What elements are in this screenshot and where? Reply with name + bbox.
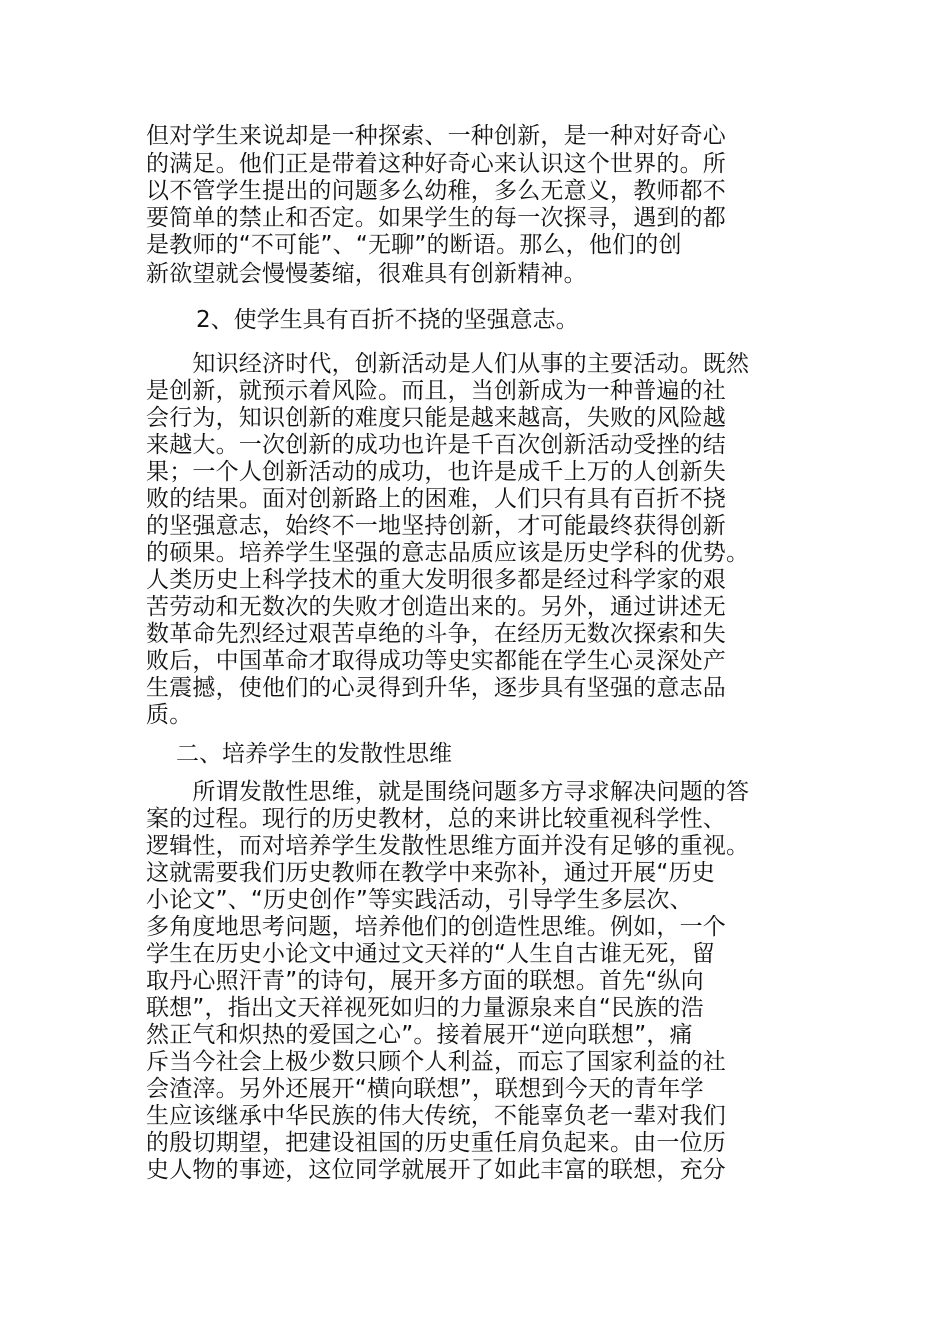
text-line: 的硕果。培养学生坚强的意志品质应该是历史学科的优势。: [146, 540, 750, 566]
text-line: 的殷切期望，把建设祖国的历史重任肩负起来。由一位历: [146, 1130, 726, 1156]
text-line: 联想”，指出文天祥视死如归的力量源泉来自“民族的浩: [146, 995, 704, 1021]
text-line: 所谓发散性思维，就是围绕问题多方寻求解决问题的答: [146, 779, 750, 805]
text-line: 生震撼，使他们的心灵得到升华，逐步具有坚强的意志品: [146, 675, 726, 701]
text-line: 人类历史上科学技术的重大发明很多都是经过科学家的艰: [146, 567, 726, 593]
text-line: 斥当今社会上极少数只顾个人利益，而忘了国家利益的社: [146, 1049, 726, 1075]
text-line: 案的过程。现行的历史教材，总的来讲比较重视科学性、: [146, 806, 726, 832]
text-line: 史人物的事迹，这位同学就展开了如此丰富的联想，充分: [146, 1157, 726, 1183]
text-line: 会渣滓。另外还展开“横向联想”，联想到今天的青年学: [146, 1076, 704, 1102]
text-line: 会行为，知识创新的难度只能是越来越高，失败的风险越: [146, 405, 726, 431]
text-line: 学生在历史小论文中通过文天祥的“人生自古谁无死，留: [146, 941, 715, 967]
text-line: 苦劳动和无数次的失败才创造出来的。另外，通过讲述无: [146, 594, 726, 620]
text-line: 果；一个人创新活动的成功，也许是成千上万的人创新失: [146, 459, 726, 485]
text-line: 取丹心照汗青”的诗句，展开多方面的联想。首先“纵向: [146, 968, 704, 994]
text-line: 多角度地思考问题，培养他们的创造性思维。例如，一个: [146, 914, 726, 940]
text-line: 是创新，就预示着风险。而且，当创新成为一种普遍的社: [146, 378, 726, 404]
text-line: 知识经济时代，创新活动是人们从事的主要活动。既然: [146, 351, 750, 377]
text-line: 的满足。他们正是带着这种好奇心来认识这个世界的。所: [146, 151, 726, 177]
text-line: 来越大。一次创新的成功也许是千百次创新活动受挫的结: [146, 432, 726, 458]
text-line: 生应该继承中华民族的伟大传统，不能辜负老一辈对我们: [146, 1103, 726, 1129]
text-line: 然正气和炽热的爱国之心”。接着展开“逆向联想”，痛: [146, 1022, 693, 1048]
text-line: 要简单的禁止和否定。如果学生的每一次探寻，遇到的都: [146, 205, 726, 231]
text-line: 以不管学生提出的问题多么幼稚，多么无意义，教师都不: [146, 178, 726, 204]
text-line: 的坚强意志，始终不一地坚持创新，才可能最终获得创新: [146, 513, 726, 539]
text-line: 这就需要我们历史教师在教学中来弥补，通过开展“历史: [146, 860, 715, 886]
text-line: 小论文”、“历史创作”等实践活动，引导学生多层次、: [146, 887, 693, 913]
text-line: 败的结果。面对创新路上的困难，人们只有具有百折不挠: [146, 486, 726, 512]
text-line: 是教师的“不可能”、“无聊”的断语。那么，他们的创: [146, 232, 682, 258]
text-line: 新欲望就会慢慢萎缩，很难具有创新精神。: [146, 261, 587, 287]
section-heading-1: 2、使学生具有百折不挠的坚强意志。: [196, 307, 579, 333]
text-line: 数革命先烈经过艰苦卓绝的斗争，在经历无数次探索和失: [146, 621, 726, 647]
text-line: 败后，中国革命才取得成功等史实都能在学生心灵深处产: [146, 648, 726, 674]
text-line: 质。: [146, 702, 193, 728]
section-heading-2: 二、培养学生的发散性思维: [176, 741, 452, 767]
text-line: 但对学生来说却是一种探索、一种创新，是一种对好奇心: [146, 123, 726, 149]
text-line: 逻辑性，而对培养学生发散性思维方面并没有足够的重视。: [146, 833, 750, 859]
